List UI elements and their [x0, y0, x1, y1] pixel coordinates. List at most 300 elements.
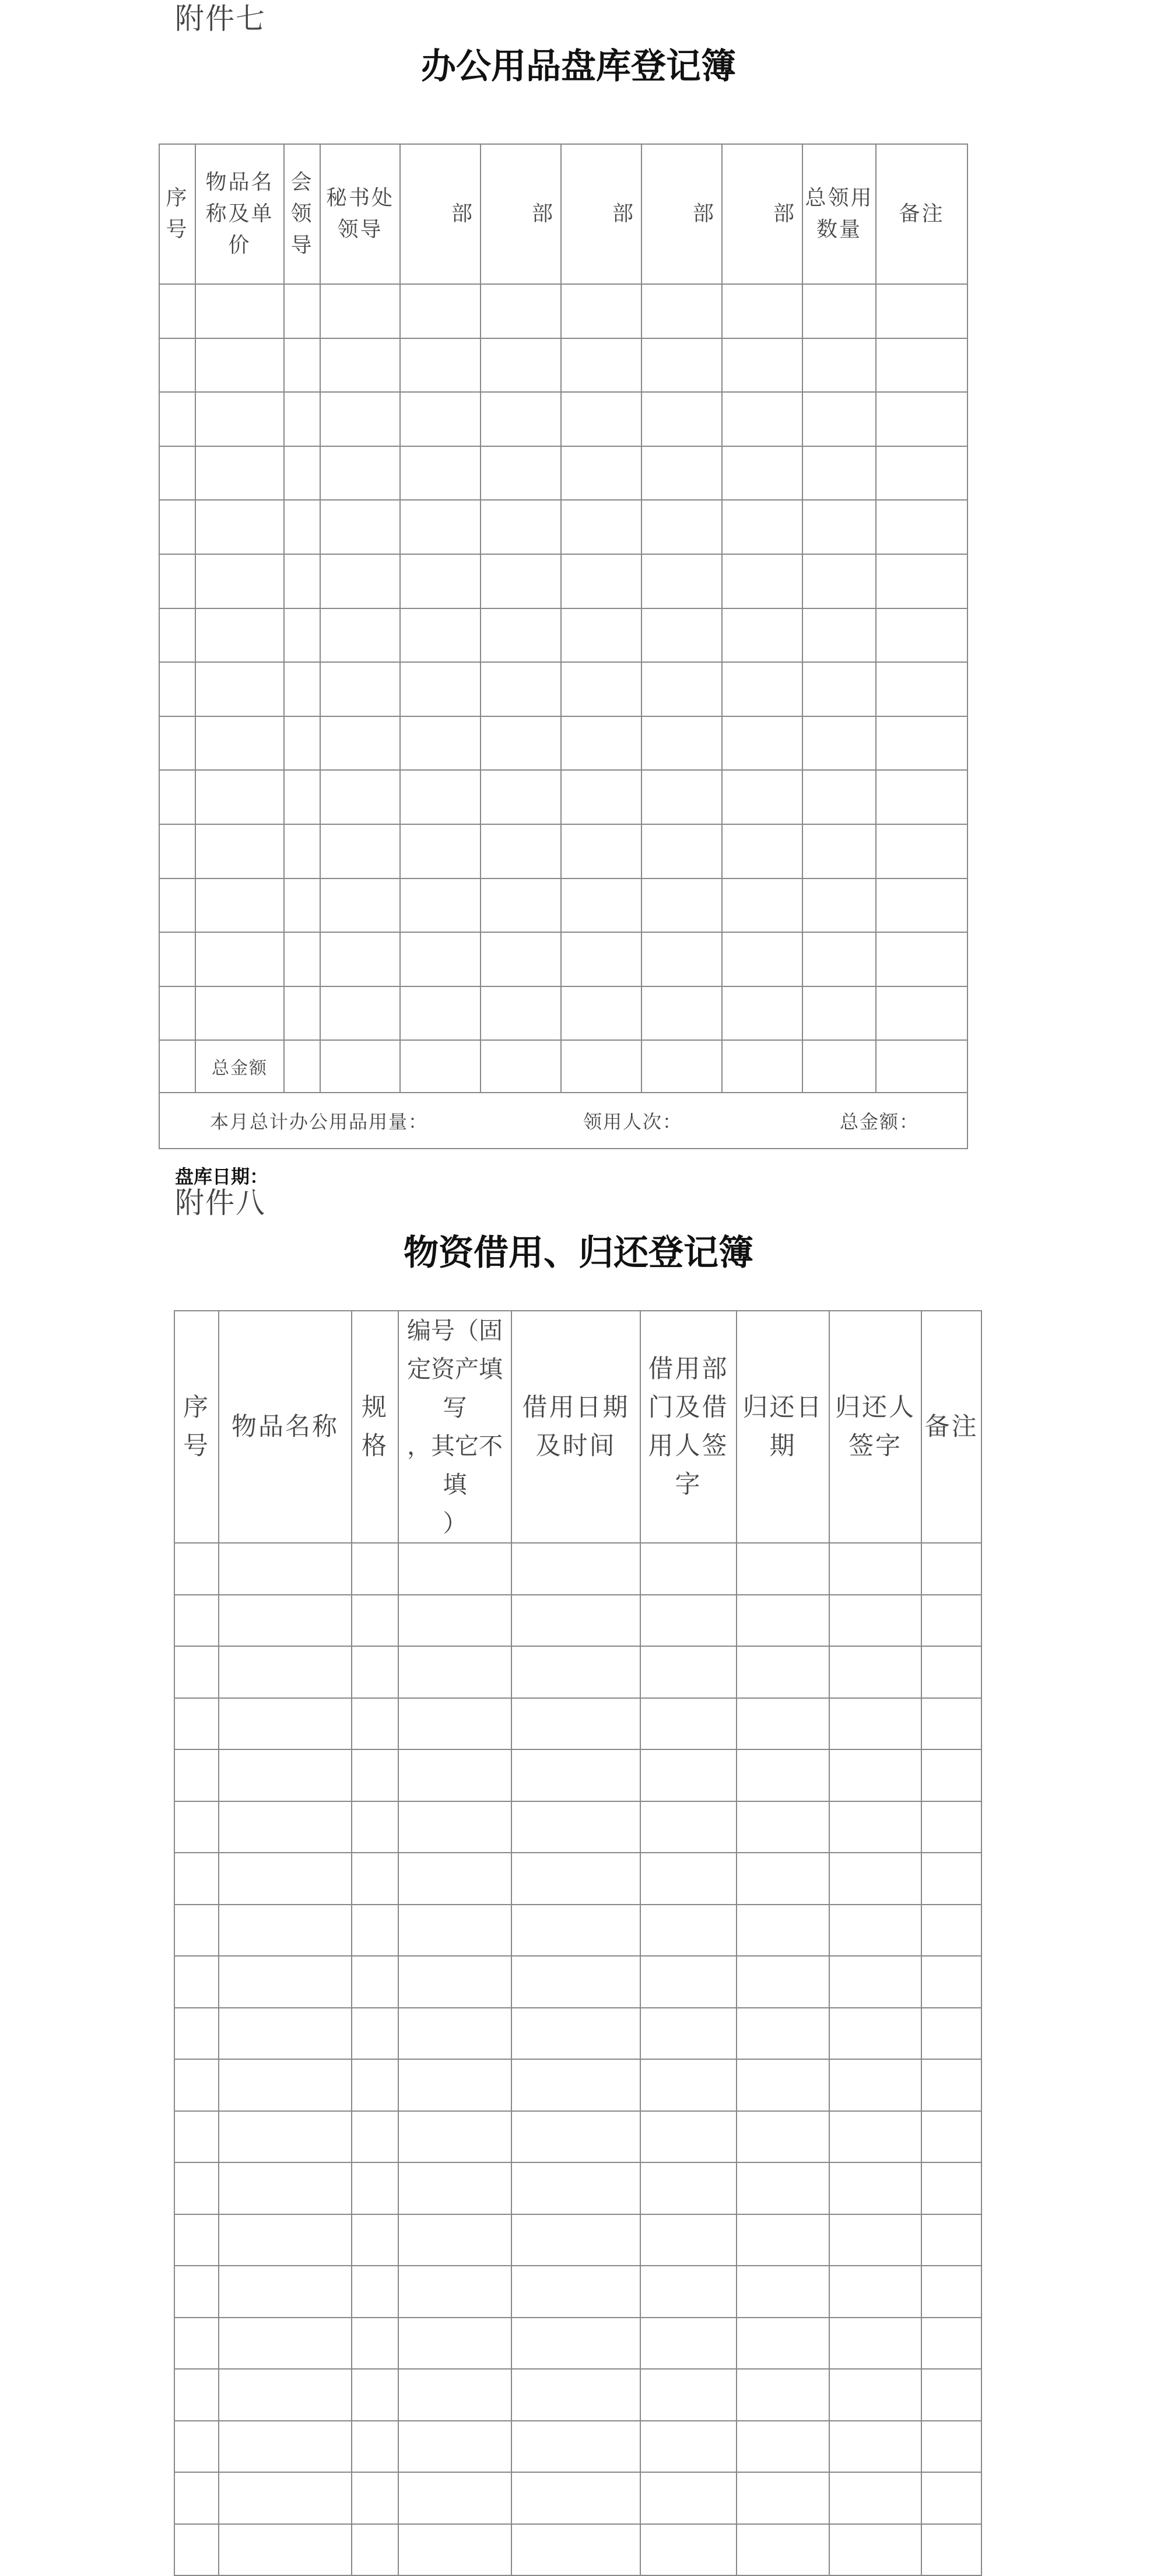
table-cell[interactable] — [219, 2214, 352, 2266]
table-cell[interactable] — [829, 2111, 921, 2163]
table-cell[interactable] — [284, 392, 320, 446]
table-cell[interactable] — [641, 554, 722, 608]
table-cell[interactable] — [737, 2059, 829, 2111]
table-cell[interactable] — [511, 1595, 640, 1647]
table-cell[interactable] — [876, 716, 967, 771]
table-cell[interactable] — [722, 446, 802, 501]
table-cell[interactable] — [921, 1956, 981, 2008]
table-cell[interactable] — [174, 1595, 219, 1647]
table-cell[interactable] — [802, 446, 876, 501]
table-cell[interactable] — [174, 2214, 219, 2266]
table-cell[interactable] — [174, 2266, 219, 2318]
table-cell[interactable] — [640, 2369, 737, 2421]
table-cell[interactable] — [829, 1698, 921, 1750]
table-cell[interactable] — [640, 1853, 737, 1905]
table-cell[interactable] — [320, 932, 400, 986]
table-cell[interactable] — [159, 500, 195, 554]
table-cell[interactable] — [195, 608, 284, 663]
table-cell[interactable] — [195, 500, 284, 554]
table-cell[interactable] — [640, 1646, 737, 1698]
table-cell[interactable] — [640, 2214, 737, 2266]
table-cell[interactable] — [561, 770, 641, 824]
table-cell[interactable] — [641, 1040, 722, 1093]
table-cell[interactable] — [641, 608, 722, 663]
table-cell[interactable] — [921, 2111, 981, 2163]
table-cell[interactable] — [829, 1801, 921, 1853]
table-cell[interactable] — [400, 500, 481, 554]
table-cell[interactable] — [640, 2111, 737, 2163]
table-cell[interactable] — [829, 2059, 921, 2111]
table-cell[interactable] — [174, 2421, 219, 2473]
table-cell[interactable] — [876, 824, 967, 878]
table-cell[interactable] — [921, 2214, 981, 2266]
table-cell[interactable] — [481, 932, 561, 986]
table-cell[interactable] — [876, 878, 967, 933]
table-cell[interactable] — [829, 2214, 921, 2266]
table-cell[interactable] — [829, 1646, 921, 1698]
table-cell[interactable] — [921, 2162, 981, 2214]
table-cell[interactable] — [481, 392, 561, 446]
table-cell[interactable] — [398, 1698, 511, 1750]
table-cell[interactable] — [722, 932, 802, 986]
table-cell[interactable] — [511, 2266, 640, 2318]
table-cell[interactable] — [640, 2059, 737, 2111]
table-cell[interactable] — [219, 2059, 352, 2111]
table-cell[interactable] — [219, 2472, 352, 2524]
table-cell[interactable] — [640, 2266, 737, 2318]
table-cell[interactable] — [174, 2111, 219, 2163]
table-cell[interactable] — [511, 2008, 640, 2060]
table-cell[interactable] — [511, 1698, 640, 1750]
table-cell[interactable] — [219, 2369, 352, 2421]
table-cell[interactable] — [284, 608, 320, 663]
table-cell[interactable] — [829, 2421, 921, 2473]
table-cell[interactable] — [511, 1801, 640, 1853]
table-cell[interactable] — [398, 1543, 511, 1595]
table-cell[interactable] — [320, 392, 400, 446]
table-cell[interactable] — [829, 1853, 921, 1905]
table-cell[interactable] — [174, 1853, 219, 1905]
table-cell[interactable] — [561, 1040, 641, 1093]
table-cell[interactable] — [481, 446, 561, 501]
table-cell[interactable] — [921, 1595, 981, 1647]
table-cell[interactable] — [400, 1040, 481, 1093]
table-cell[interactable] — [737, 2111, 829, 2163]
table-cell[interactable] — [829, 2369, 921, 2421]
table-cell[interactable] — [737, 2266, 829, 2318]
table-cell[interactable] — [219, 1801, 352, 1853]
table-cell[interactable] — [174, 2008, 219, 2060]
table-cell[interactable] — [561, 554, 641, 608]
table-cell[interactable] — [174, 1646, 219, 1698]
table-cell[interactable] — [722, 500, 802, 554]
table-cell[interactable] — [352, 2111, 398, 2163]
table-cell[interactable] — [511, 2111, 640, 2163]
table-cell[interactable] — [219, 2162, 352, 2214]
table-cell[interactable] — [511, 2369, 640, 2421]
table-cell[interactable] — [219, 2318, 352, 2370]
table-cell[interactable] — [284, 770, 320, 824]
table-cell[interactable] — [284, 662, 320, 716]
table-cell[interactable] — [722, 716, 802, 771]
table-cell[interactable] — [195, 662, 284, 716]
table-cell[interactable] — [481, 986, 561, 1041]
table-cell[interactable] — [561, 446, 641, 501]
table-cell[interactable] — [400, 770, 481, 824]
table-cell[interactable] — [802, 716, 876, 771]
table-cell[interactable] — [400, 662, 481, 716]
table-cell[interactable] — [352, 1853, 398, 1905]
table-cell[interactable] — [195, 392, 284, 446]
table-cell[interactable] — [737, 2008, 829, 2060]
table-cell[interactable] — [829, 2162, 921, 2214]
table-cell[interactable] — [481, 500, 561, 554]
table-cell[interactable] — [511, 2421, 640, 2473]
table-cell[interactable] — [829, 1905, 921, 1957]
table-cell[interactable] — [511, 1543, 640, 1595]
table-cell[interactable] — [561, 608, 641, 663]
table-cell[interactable] — [802, 608, 876, 663]
table-cell[interactable] — [159, 878, 195, 933]
table-cell[interactable] — [195, 932, 284, 986]
table-cell[interactable] — [159, 1040, 195, 1093]
table-cell[interactable] — [876, 608, 967, 663]
table-cell[interactable] — [737, 1646, 829, 1698]
table-cell[interactable] — [802, 1040, 876, 1093]
table-cell[interactable] — [352, 2214, 398, 2266]
table-cell[interactable] — [640, 1801, 737, 1853]
table-cell[interactable] — [876, 986, 967, 1041]
table-cell[interactable] — [320, 500, 400, 554]
table-cell[interactable] — [921, 1749, 981, 1801]
table-cell[interactable] — [829, 2266, 921, 2318]
table-cell[interactable] — [722, 392, 802, 446]
table-cell[interactable] — [284, 1040, 320, 1093]
table-cell[interactable] — [195, 338, 284, 393]
table-cell[interactable] — [352, 1646, 398, 1698]
table-cell[interactable] — [398, 2318, 511, 2370]
table-cell[interactable] — [352, 1543, 398, 1595]
table-cell[interactable] — [921, 1543, 981, 1595]
table-cell[interactable] — [174, 1956, 219, 2008]
table-cell[interactable] — [400, 824, 481, 878]
table-cell[interactable] — [398, 2214, 511, 2266]
table-cell[interactable] — [400, 716, 481, 771]
table-cell[interactable] — [481, 770, 561, 824]
table-cell[interactable] — [876, 554, 967, 608]
table-cell[interactable] — [320, 446, 400, 501]
table-cell[interactable] — [876, 500, 967, 554]
table-cell[interactable] — [352, 2472, 398, 2524]
table-cell[interactable] — [561, 338, 641, 393]
table-cell[interactable] — [511, 1646, 640, 1698]
table-cell[interactable] — [511, 2162, 640, 2214]
table-cell[interactable] — [641, 338, 722, 393]
table-cell[interactable] — [481, 284, 561, 338]
table-cell[interactable] — [481, 716, 561, 771]
table-cell[interactable] — [802, 932, 876, 986]
table-cell[interactable] — [159, 932, 195, 986]
table-cell[interactable] — [219, 2524, 352, 2576]
table-cell[interactable] — [722, 338, 802, 393]
table-cell[interactable] — [159, 392, 195, 446]
table-cell[interactable] — [802, 554, 876, 608]
table-cell[interactable] — [352, 2059, 398, 2111]
table-cell[interactable] — [481, 878, 561, 933]
table-cell[interactable] — [641, 878, 722, 933]
table-cell[interactable] — [219, 2111, 352, 2163]
table-cell[interactable] — [195, 878, 284, 933]
table-cell[interactable] — [561, 662, 641, 716]
table-cell[interactable] — [737, 1749, 829, 1801]
table-cell[interactable] — [802, 392, 876, 446]
table-cell[interactable] — [352, 2162, 398, 2214]
table-cell[interactable] — [802, 338, 876, 393]
table-cell[interactable] — [829, 2472, 921, 2524]
table-cell[interactable] — [320, 878, 400, 933]
table-cell[interactable] — [159, 824, 195, 878]
table-cell[interactable] — [219, 1646, 352, 1698]
table-cell[interactable] — [641, 446, 722, 501]
table-cell[interactable] — [219, 1905, 352, 1957]
table-cell[interactable] — [398, 1801, 511, 1853]
table-cell[interactable] — [481, 554, 561, 608]
table-cell[interactable] — [511, 2472, 640, 2524]
table-cell[interactable] — [511, 1749, 640, 1801]
table-cell[interactable] — [352, 1905, 398, 1957]
table-cell[interactable] — [400, 608, 481, 663]
table-cell[interactable] — [641, 824, 722, 878]
table-cell[interactable] — [921, 2524, 981, 2576]
table-cell[interactable] — [921, 1801, 981, 1853]
table-cell[interactable] — [722, 986, 802, 1041]
table-cell[interactable] — [481, 338, 561, 393]
table-cell[interactable] — [640, 2008, 737, 2060]
table-cell[interactable] — [876, 770, 967, 824]
table-cell[interactable] — [352, 2421, 398, 2473]
table-cell[interactable] — [352, 1749, 398, 1801]
table-cell[interactable] — [829, 1543, 921, 1595]
table-cell[interactable] — [737, 1595, 829, 1647]
table-cell[interactable] — [737, 1698, 829, 1750]
table-cell[interactable] — [802, 824, 876, 878]
table-cell[interactable] — [641, 284, 722, 338]
table-cell[interactable] — [737, 1905, 829, 1957]
table-cell[interactable] — [640, 2162, 737, 2214]
table-cell[interactable] — [641, 392, 722, 446]
table-cell[interactable] — [561, 878, 641, 933]
table-cell[interactable] — [398, 1749, 511, 1801]
table-cell[interactable] — [737, 1543, 829, 1595]
table-cell[interactable] — [352, 2369, 398, 2421]
table-cell[interactable] — [159, 662, 195, 716]
table-cell[interactable] — [640, 2421, 737, 2473]
table-cell[interactable] — [352, 1698, 398, 1750]
table-cell[interactable] — [174, 2059, 219, 2111]
table-cell[interactable] — [921, 1698, 981, 1750]
table-cell[interactable] — [876, 284, 967, 338]
table-cell[interactable] — [737, 1801, 829, 1853]
table-cell[interactable] — [722, 878, 802, 933]
table-cell[interactable] — [398, 1956, 511, 2008]
table-cell[interactable] — [511, 2318, 640, 2370]
table-cell[interactable] — [921, 1853, 981, 1905]
table-cell[interactable] — [195, 446, 284, 501]
table-cell[interactable] — [159, 608, 195, 663]
table-cell[interactable] — [219, 2421, 352, 2473]
table-cell[interactable] — [320, 1040, 400, 1093]
table-cell[interactable] — [829, 2318, 921, 2370]
table-cell[interactable] — [398, 2162, 511, 2214]
table-cell[interactable] — [159, 770, 195, 824]
table-cell[interactable] — [284, 446, 320, 501]
table-cell[interactable] — [159, 716, 195, 771]
table-cell[interactable] — [921, 2318, 981, 2370]
table-cell[interactable] — [398, 2059, 511, 2111]
table-cell[interactable] — [320, 284, 400, 338]
table-cell[interactable] — [737, 2524, 829, 2576]
table-cell[interactable] — [195, 770, 284, 824]
table-cell[interactable] — [802, 878, 876, 933]
table-cell[interactable] — [320, 554, 400, 608]
table-cell[interactable] — [722, 1040, 802, 1093]
table-cell[interactable] — [481, 662, 561, 716]
table-cell[interactable] — [284, 824, 320, 878]
table-cell[interactable] — [195, 284, 284, 338]
table-cell[interactable] — [511, 2059, 640, 2111]
table-cell[interactable] — [320, 986, 400, 1041]
table-cell[interactable] — [561, 284, 641, 338]
table-cell[interactable] — [352, 2266, 398, 2318]
table-cell[interactable] — [737, 2214, 829, 2266]
table-cell[interactable] — [352, 2008, 398, 2060]
table-cell[interactable] — [195, 986, 284, 1041]
table-cell[interactable] — [921, 2421, 981, 2473]
table-cell[interactable] — [640, 1698, 737, 1750]
table-cell[interactable] — [802, 500, 876, 554]
table-cell[interactable] — [561, 932, 641, 986]
table-cell[interactable] — [641, 986, 722, 1041]
table-cell[interactable] — [722, 770, 802, 824]
table-cell[interactable] — [284, 554, 320, 608]
table-cell[interactable] — [174, 2472, 219, 2524]
table-cell[interactable] — [722, 662, 802, 716]
table-cell[interactable] — [352, 2524, 398, 2576]
table-cell[interactable] — [737, 1956, 829, 2008]
table-cell[interactable] — [921, 1646, 981, 1698]
table-cell[interactable] — [320, 824, 400, 878]
table-cell[interactable] — [737, 2162, 829, 2214]
table-cell[interactable] — [398, 1853, 511, 1905]
table-cell[interactable] — [174, 1801, 219, 1853]
table-cell[interactable] — [737, 2472, 829, 2524]
table-cell[interactable] — [352, 1956, 398, 2008]
table-cell[interactable] — [398, 2524, 511, 2576]
table-cell[interactable] — [876, 1040, 967, 1093]
table-cell[interactable] — [641, 716, 722, 771]
table-cell[interactable] — [722, 284, 802, 338]
table-cell[interactable] — [561, 392, 641, 446]
table-cell[interactable] — [284, 338, 320, 393]
table-cell[interactable] — [737, 2421, 829, 2473]
table-cell[interactable] — [921, 2059, 981, 2111]
table-cell[interactable] — [511, 2214, 640, 2266]
table-cell[interactable] — [829, 2008, 921, 2060]
table-cell[interactable] — [876, 338, 967, 393]
table-cell[interactable] — [481, 1040, 561, 1093]
table-cell[interactable] — [737, 1853, 829, 1905]
table-cell[interactable] — [921, 2266, 981, 2318]
table-cell[interactable] — [400, 338, 481, 393]
table-cell[interactable] — [284, 932, 320, 986]
table-cell[interactable] — [219, 2008, 352, 2060]
table-cell[interactable] — [561, 986, 641, 1041]
table-cell[interactable] — [737, 2369, 829, 2421]
table-cell[interactable] — [398, 2369, 511, 2421]
table-cell[interactable] — [641, 500, 722, 554]
table-cell[interactable] — [352, 1595, 398, 1647]
table-cell[interactable] — [722, 554, 802, 608]
table-cell[interactable] — [174, 1749, 219, 1801]
table-cell[interactable] — [876, 446, 967, 501]
table-cell[interactable] — [352, 2318, 398, 2370]
table-cell[interactable] — [400, 446, 481, 501]
table-cell[interactable] — [561, 716, 641, 771]
table-cell[interactable] — [561, 824, 641, 878]
table-cell[interactable] — [320, 608, 400, 663]
table-cell[interactable] — [400, 932, 481, 986]
table-cell[interactable] — [174, 2162, 219, 2214]
table-cell[interactable] — [159, 338, 195, 393]
table-cell[interactable] — [219, 1853, 352, 1905]
table-cell[interactable] — [219, 2266, 352, 2318]
table-cell[interactable] — [174, 2524, 219, 2576]
table-cell[interactable] — [284, 878, 320, 933]
table-cell[interactable] — [284, 500, 320, 554]
table-cell[interactable] — [481, 608, 561, 663]
table-cell[interactable] — [195, 824, 284, 878]
table-cell[interactable] — [398, 2421, 511, 2473]
table-cell[interactable] — [802, 284, 876, 338]
table-cell[interactable] — [829, 1956, 921, 2008]
table-cell[interactable] — [876, 392, 967, 446]
table-cell[interactable] — [641, 932, 722, 986]
table-cell[interactable] — [398, 1905, 511, 1957]
table-cell[interactable] — [219, 1543, 352, 1595]
table-cell[interactable] — [876, 662, 967, 716]
table-cell[interactable] — [398, 2111, 511, 2163]
table-cell[interactable] — [829, 1595, 921, 1647]
table-cell[interactable] — [320, 662, 400, 716]
table-cell[interactable] — [174, 1543, 219, 1595]
table-cell[interactable] — [829, 1749, 921, 1801]
table-cell[interactable] — [722, 608, 802, 663]
table-cell[interactable] — [219, 1698, 352, 1750]
table-cell[interactable] — [398, 1646, 511, 1698]
table-cell[interactable] — [640, 1749, 737, 1801]
table-cell[interactable] — [398, 2266, 511, 2318]
table-cell[interactable] — [174, 1698, 219, 1750]
table-cell[interactable] — [284, 716, 320, 771]
table-cell[interactable] — [159, 554, 195, 608]
table-cell[interactable] — [174, 2369, 219, 2421]
table-cell[interactable] — [511, 1956, 640, 2008]
table-cell[interactable] — [876, 932, 967, 986]
table-cell[interactable] — [219, 1956, 352, 2008]
table-cell[interactable] — [640, 1595, 737, 1647]
table-cell[interactable] — [640, 1543, 737, 1595]
table-cell[interactable] — [640, 2472, 737, 2524]
